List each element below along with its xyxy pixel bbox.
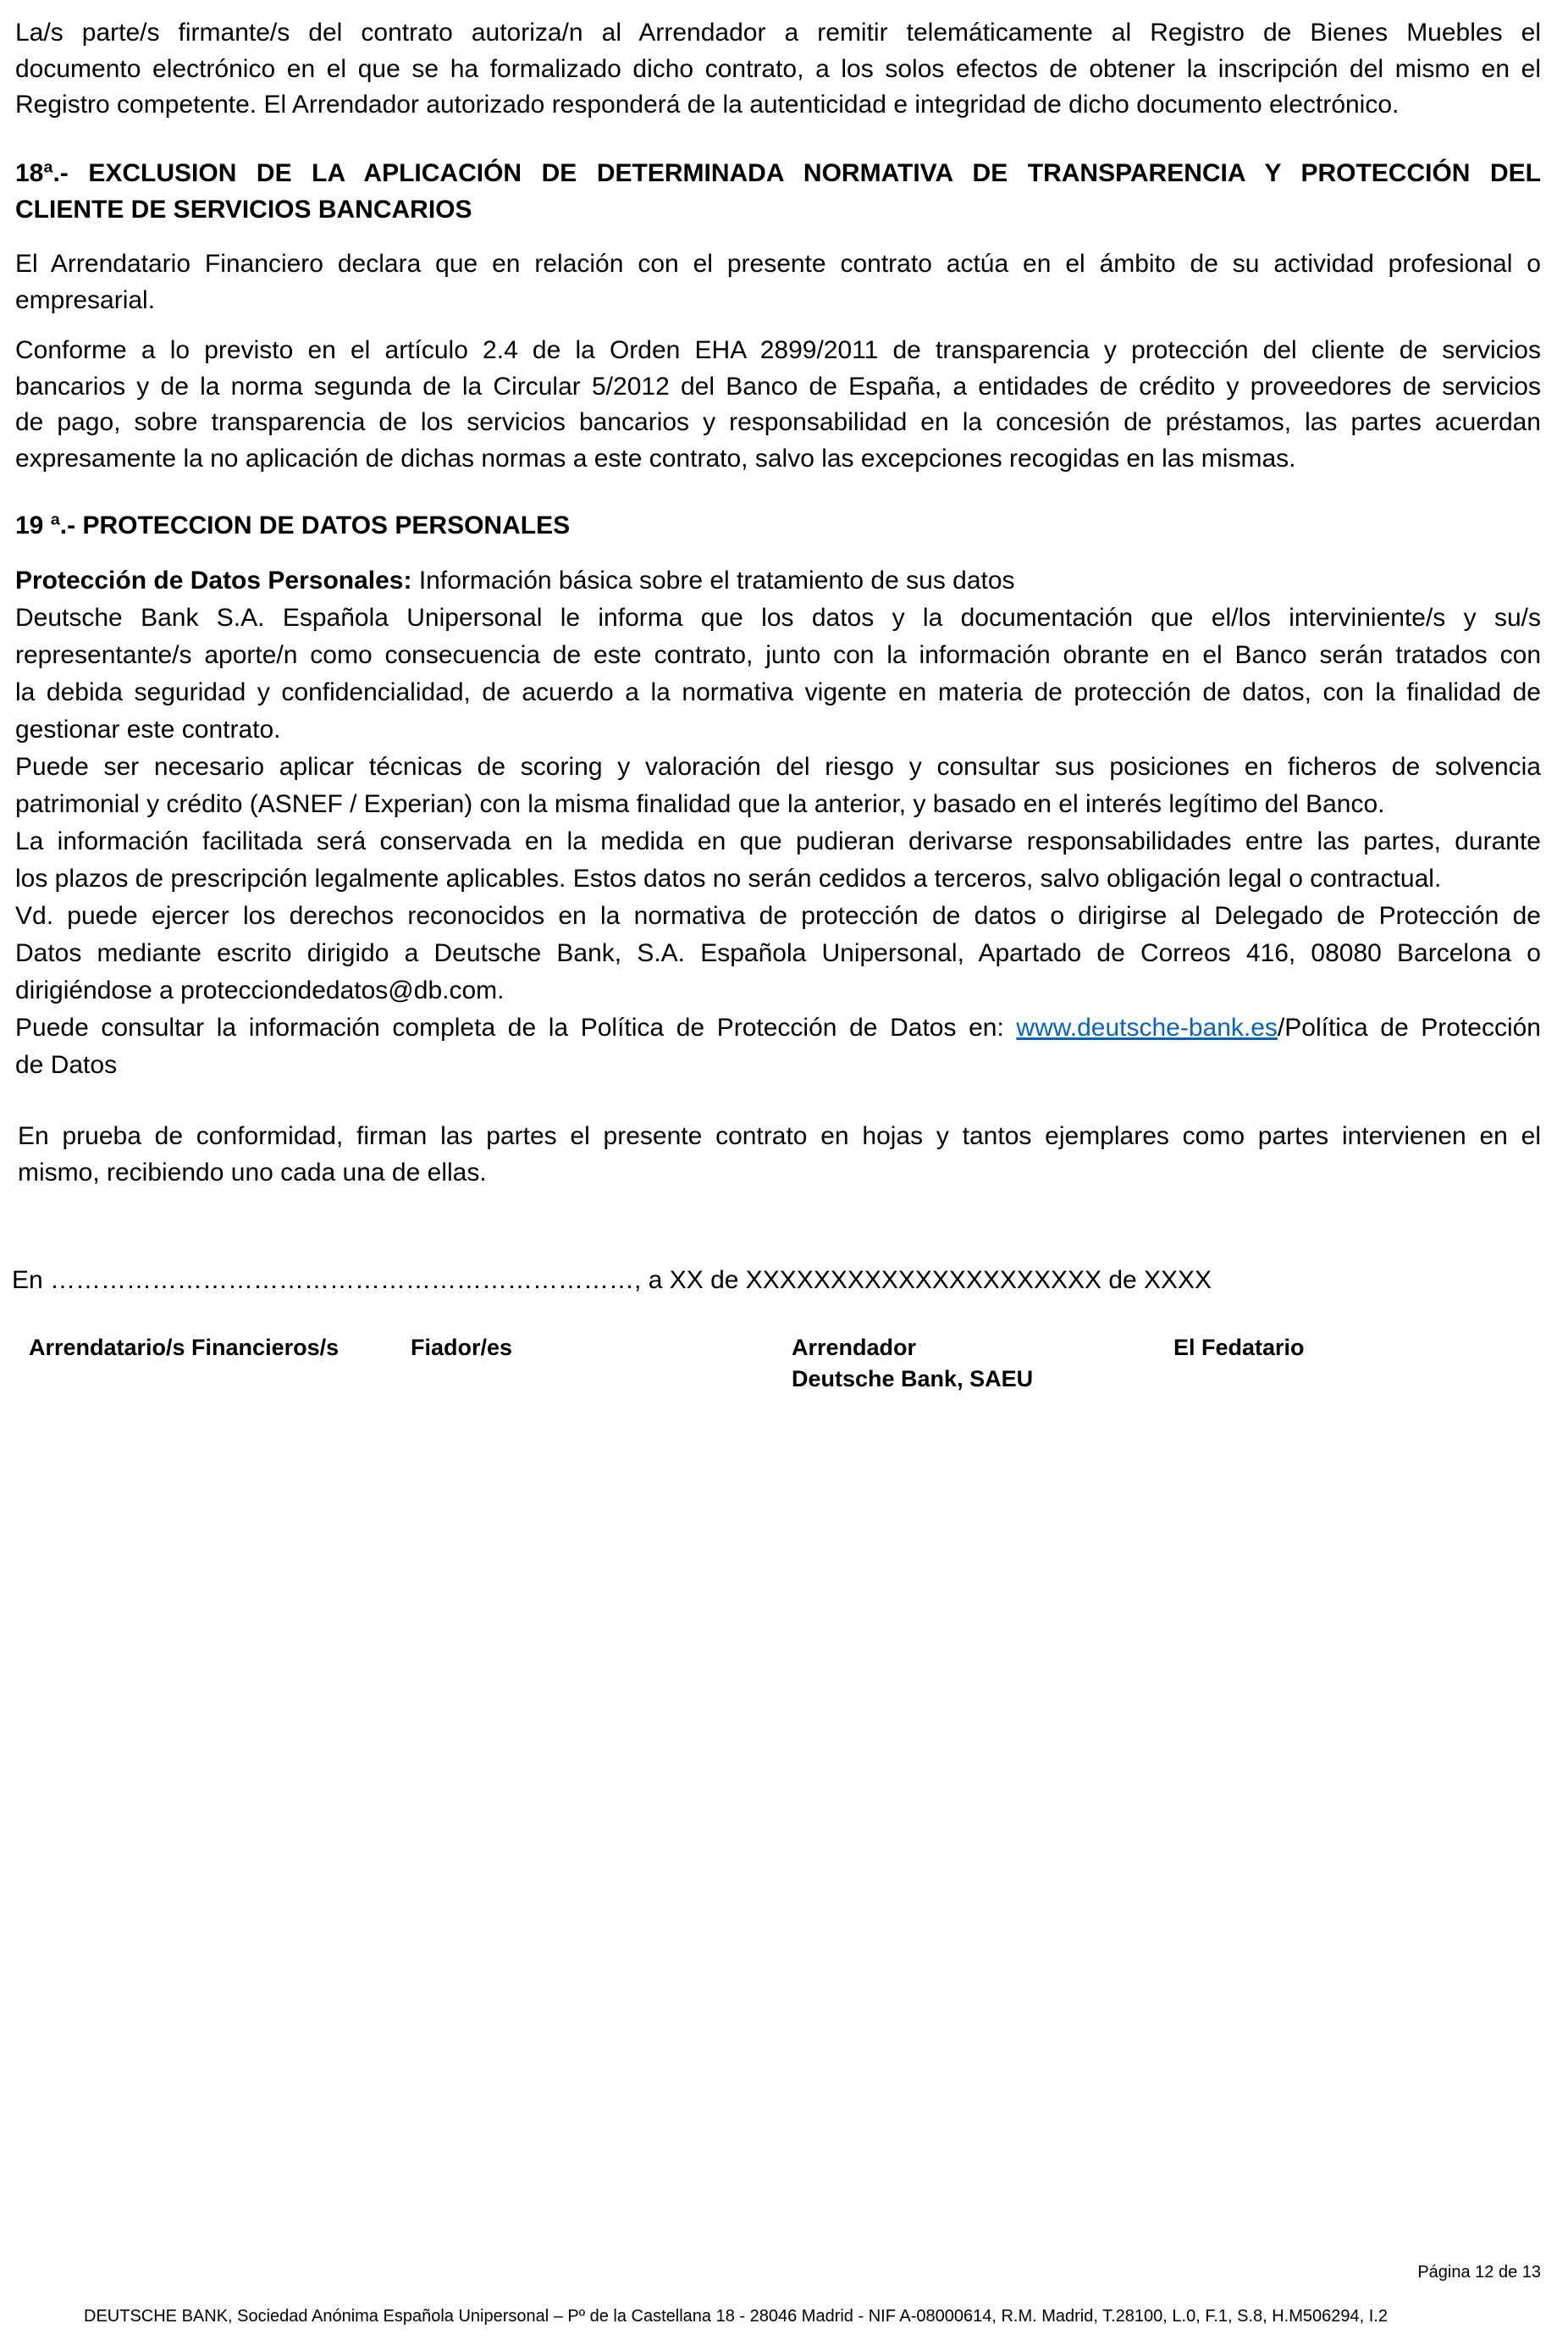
deutsche-bank-link[interactable]: www.deutsche-bank.es [1016,1014,1278,1042]
signature-arrendador [792,1332,1033,1395]
arrendador-name: Deutsche Bank, SAEU [792,1366,1034,1391]
text-line: Vd. puede ejercer los derechos reconocidos en la normativa de protección de datos o dirigirse al Delegado de Protección de [15,902,1541,930]
text-line: de Datos [15,1051,118,1079]
place-date-text: En ……………………………………………………………, a XX de XXXXXXXXXXXXXXXXXXXXX de XXXX [12,1266,1212,1294]
text-line: patrimonial y crédito (ASNEF / Experian) con la misma finalidad que la anterior, y basado en el interés legítimo del Banco. [15,790,1385,818]
page-number: Página 12 de 13 [1417,2263,1541,2282]
signature-fiador: Fiador/es [411,1335,513,1360]
text-line: documento electrónico en el que se ha formalizado dicho contrato, a los solos efectos de obtener la inscripción del mismo en el [15,54,1541,83]
text-line: expresamente la no aplicación de dichas normas a este contrato, salvo las excepciones recogidas en las mismas. [15,444,1296,473]
arrendador-label: Arrendador [792,1335,917,1360]
text-line: La/s parte/s firmante/s del contrato autoriza/n al Arrendador a remitir telemáticamente al Registro de Bienes Muebles el [15,19,1541,47]
text-line: los plazos de prescripción legalmente aplicables. Estos datos no serán cedidos a terceros, salvo obligación legal o contractual. [15,865,1442,893]
text-line: gestionar este contrato. [15,716,281,744]
section-18-heading [15,156,1541,228]
signature-arrendatario: Arrendatario/s Financieros/s [29,1335,340,1360]
heading-line: 19 ª.- PROTECCION DE DATOS PERSONALES [15,512,571,539]
text-line: bancarios y de la norma segunda de la Circular 5/2012 del Banco de España, a entidades de crédito y proveedores de servicios [15,372,1541,401]
registro-paragraph [15,15,1541,124]
footer-legal-text: DEUTSCHE BANK, Sociedad Anónima Española Unipersonal – Pº de la Castellana 18 - 28046 Madrid - NIF A-08000614, R.M. Madrid, T.28100, L.0, F.1, S.8, H.M506294, I.2 [84,2307,1388,2326]
text-line: Datos mediante escrito dirigido a Deutsche Bank, S.A. Española Unipersonal, Apartado de Correos 416, 08080 Barcelona o [15,939,1541,967]
signature-fedatario: El Fedatario [1173,1335,1305,1360]
text-line: Registro competente. El Arrendador autorizado responderá de la autenticidad e integridad de dicho documento electrónico. [15,91,1400,119]
data-protection-intro [15,562,1541,600]
data-protection-section [15,562,1541,1084]
text-line: representante/s aporte/n como consecuencia de este contrato, junto con la información obrante en el Banco serán tratados con [15,641,1541,669]
text-line: La información facilitada será conservada en la medida en que pudieran derivarse responsabilidades entre las partes, durante [15,827,1541,855]
text-line: la debida seguridad y confidencialidad, de acuerdo a la normativa vigente en materia de protección de datos, con la finalidad de [15,678,1541,706]
heading-line: CLIENTE DE SERVICIOS BANCARIOS [15,195,472,224]
intro-bold: Protección de Datos Personales: [15,567,412,595]
text-line: El Arrendatario Financiero declara que en relación con el presente contrato actúa en el ámbito de su actividad profesional o [15,250,1541,278]
text-line: mismo, recibiendo uno cada una de ellas. [18,1158,487,1187]
policy-suffix: /Política de Protección [1277,1014,1541,1042]
text-line: empresarial. [15,285,156,314]
intro-rest: Información básica sobre el tratamiento de sus datos [411,567,1015,595]
section-18-paragraph-1 [15,246,1541,318]
conformidad-paragraph [18,1119,1541,1191]
policy-prefix: Puede consultar la información completa de la Política de Protección de Datos en: [15,1014,1017,1042]
text-line: En prueba de conformidad, firman las partes el presente contrato en hojas y tantos ejemplares como partes intervienen en el [18,1122,1541,1150]
text-line: Conforme a lo previsto en el artículo 2.4 de la Orden EHA 2899/2011 de transparencia y protección del cliente de servicios [15,336,1541,364]
heading-line: 18ª.- EXCLUSION DE LA APLICACIÓN DE DETERMINADA NORMATIVA DE TRANSPARENCIA Y PROTECCIÓN DEL [15,159,1541,187]
text-line: Puede ser necesario aplicar técnicas de scoring y valoración del riesgo y consultar sus posiciones en ficheros de solvencia [15,753,1541,781]
policy-line [15,1010,1541,1047]
place-date-line [12,1263,1538,1299]
text-line: Deutsche Bank S.A. Española Unipersonal le informa que los datos y la documentación que el/los interviniente/s y su/s [15,604,1541,632]
text-line: dirigiéndose a protecciondedatos@db.com. [15,976,505,1004]
text-line: de pago, sobre transparencia de los servicios bancarios y responsabilidad en la concesión de préstamos, las partes acuerdan [15,408,1541,436]
section-18-paragraph-2 [15,333,1541,477]
section-19-heading [15,508,1541,545]
